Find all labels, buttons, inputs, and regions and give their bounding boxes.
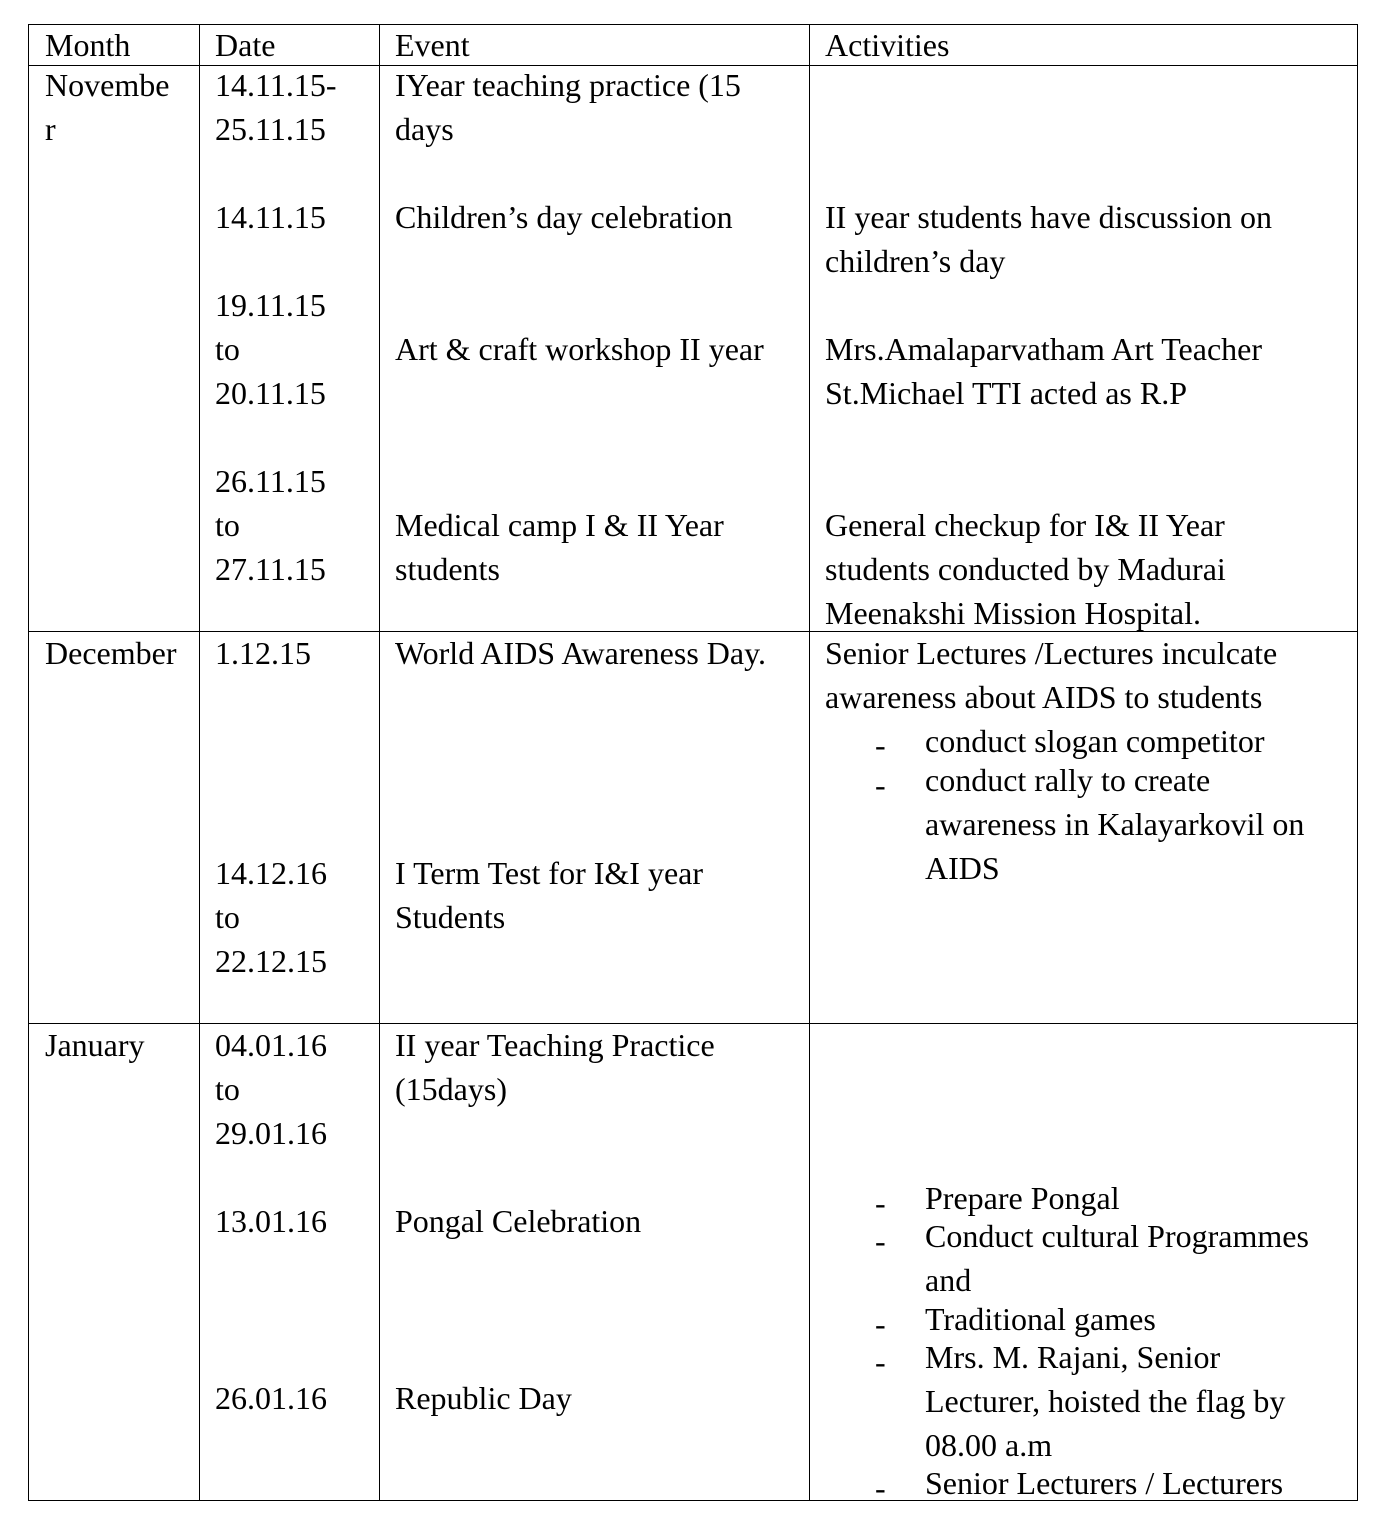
header-date: Date: [215, 27, 276, 63]
event-cell: Students: [395, 899, 506, 935]
bullet-dash: -: [875, 1470, 886, 1506]
bullet-text: Lecturer, hoisted the flag by: [925, 1383, 1286, 1419]
bullet-dash: -: [875, 767, 886, 803]
bullet-text: Senior Lecturers / Lecturers: [925, 1465, 1284, 1501]
date-cell: 1.12.15: [215, 635, 311, 671]
activity-cell: II year students have discussion on: [825, 199, 1273, 235]
bullet-dash: -: [875, 1185, 886, 1221]
event-cell: II year Teaching Practice: [395, 1027, 715, 1063]
month-december: December: [45, 635, 177, 671]
bullet-dash: -: [875, 1306, 886, 1342]
events-table: [28, 24, 1358, 1506]
bullet-text: conduct rally to create: [925, 762, 1211, 798]
bullet-text: awareness in Kalayarkovil on: [925, 806, 1305, 842]
event-cell: (15days): [395, 1071, 507, 1107]
activity-cell: Meenakshi Mission Hospital.: [825, 595, 1201, 631]
event-cell: Medical camp I & II Year: [395, 507, 724, 543]
activity-cell: Mrs.Amalaparvatham Art Teacher: [825, 331, 1262, 367]
date-cell: 26.11.15: [215, 463, 326, 499]
date-cell: 04.01.16: [215, 1027, 327, 1063]
date-cell: 22.12.15: [215, 943, 327, 979]
date-cell: to: [215, 507, 240, 543]
event-cell: I Term Test for I&I year: [395, 855, 703, 891]
bullet-text: Prepare Pongal: [925, 1180, 1120, 1216]
header-event: Event: [395, 27, 470, 63]
bullet-text: Mrs. M. Rajani, Senior: [925, 1339, 1221, 1375]
date-cell: 26.01.16: [215, 1380, 327, 1416]
activity-cell: children’s day: [825, 243, 1006, 279]
activity-cell: Senior Lectures /Lectures inculcate: [825, 635, 1278, 671]
event-cell: students: [395, 551, 500, 587]
event-cell: World AIDS Awareness Day.: [395, 635, 767, 671]
bullet-dash: -: [875, 1344, 886, 1380]
date-cell: 14.11.15: [215, 199, 326, 235]
event-cell: Children’s day celebration: [395, 199, 733, 235]
activity-cell: students conducted by Madurai: [825, 551, 1226, 587]
header-activities: Activities: [825, 27, 950, 63]
month-november: Novembe: [45, 67, 170, 103]
date-cell: to: [215, 1071, 240, 1107]
date-cell: 29.01.16: [215, 1115, 327, 1151]
event-cell: IYear teaching practice (15: [395, 67, 741, 103]
column-divider: [199, 25, 200, 1500]
bullet-text: Conduct cultural Programmes: [925, 1218, 1309, 1254]
date-cell: to: [215, 331, 240, 367]
activity-cell: General checkup for I& II Year: [825, 507, 1225, 543]
bullet-dash: -: [875, 727, 886, 763]
bullet-text: and: [925, 1262, 972, 1298]
bullet-text: Traditional games: [925, 1301, 1156, 1337]
month-november-wrap: r: [45, 111, 56, 147]
event-cell: days: [395, 111, 454, 147]
date-cell: 25.11.15: [215, 111, 326, 147]
activity-cell: awareness about AIDS to students: [825, 679, 1263, 715]
bullet-text: AIDS: [925, 850, 1000, 886]
date-cell: to: [215, 899, 240, 935]
column-divider: [379, 25, 380, 1500]
activity-cell: St.Michael TTI acted as R.P: [825, 375, 1187, 411]
column-divider: [809, 25, 810, 1500]
event-cell: Pongal Celebration: [395, 1203, 642, 1239]
bullet-text: conduct slogan competitor: [925, 723, 1265, 759]
date-cell: 14.11.15-: [215, 67, 337, 103]
date-cell: 20.11.15: [215, 375, 326, 411]
bullet-text: 08.00 a.m: [925, 1427, 1053, 1463]
header-month: Month: [45, 27, 131, 63]
date-cell: 13.01.16: [215, 1203, 327, 1239]
bullet-dash: -: [875, 1223, 886, 1259]
date-cell: 27.11.15: [215, 551, 326, 587]
event-cell: Republic Day: [395, 1380, 572, 1416]
event-cell: Art & craft workshop II year: [395, 331, 764, 367]
date-cell: 14.12.16: [215, 855, 327, 891]
month-january: January: [45, 1027, 145, 1063]
date-cell: 19.11.15: [215, 287, 326, 323]
